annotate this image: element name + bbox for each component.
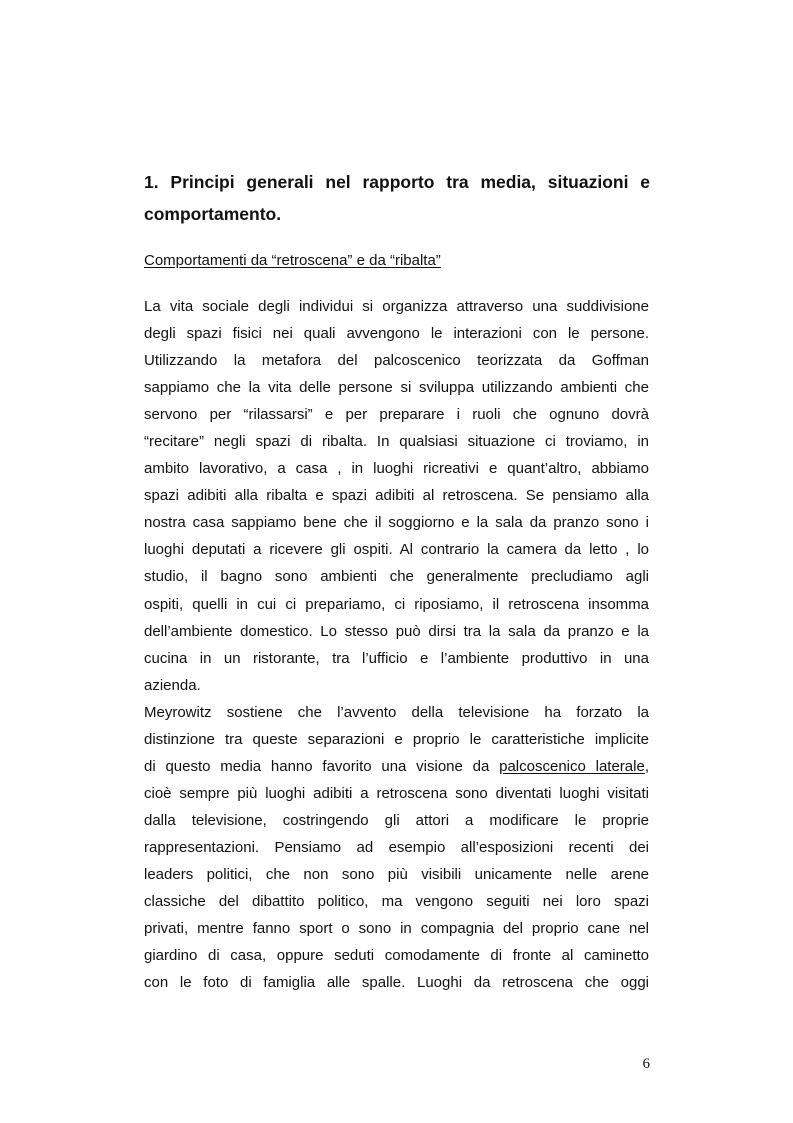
body-line: luoghi deputati a ricevere gli ospiti. Al contrario la camera da letto , lo [144, 541, 649, 559]
body-line: azienda. [144, 676, 201, 694]
body-line: ambito lavorativo, a casa , in luoghi ricreativi e quant’altro, abbiamo [144, 460, 649, 478]
body-line: sappiamo che la vita delle persone si sviluppa utilizzando ambienti che [144, 379, 649, 397]
body-line: degli spazi fisici nei quali avvengono le interazioni con le persone. [144, 325, 649, 343]
body-line: dell’ambiente domestico. Lo stesso può dirsi tra la sala da pranzo e la [144, 622, 649, 640]
body-line: con le foto di famiglia alle spalle. Luoghi da retroscena che oggi [144, 974, 649, 992]
body-line-segment: di questo media hanno favorito una visione da [144, 757, 500, 775]
page-number: 6 [642, 1056, 650, 1072]
body-line: spazi adibiti alla ribalta e spazi adibiti al retroscena. Se pensiamo alla [144, 487, 649, 505]
body-line: rappresentazioni. Pensiamo ad esempio all’esposizioni recenti dei [144, 838, 649, 856]
body-line: servono per “rilassarsi” e per preparare i ruoli che ognuno dovrà [144, 406, 649, 424]
body-paragraphs [144, 293, 649, 996]
body-line: ospiti, quelli in cui ci prepariamo, ci riposiamo, il retroscena insomma [144, 595, 649, 613]
body-line: nostra casa sappiamo bene che il soggiorno e la sala da pranzo sono i [144, 514, 649, 532]
body-line: La vita sociale degli individui si organizza attraverso una suddivisione [144, 298, 649, 315]
chapter-title-line-1: 1. Principi generali nel rapporto tra media, situazioni e [144, 172, 650, 192]
body-line: classiche del dibattito politico, ma vengono seguiti nei loro spazi [144, 893, 649, 911]
chapter-title [144, 166, 650, 230]
body-line: giardino di casa, oppure seduti comodamente di fronte al caminetto [144, 947, 649, 965]
chapter-title-line-2: comportamento. [144, 204, 282, 224]
underlined-term: palcoscenico laterale [499, 757, 645, 775]
body-line: studio, il bagno sono ambienti che generalmente precludiamo agli [144, 568, 649, 586]
body-line-with-underline [144, 753, 649, 780]
body-line: privati, mentre fanno sport o sono in compagnia del proprio cane nel [144, 920, 649, 938]
section-heading: Comportamenti da “retroscena” e da “ribalta” [144, 252, 441, 269]
body-line: cioè sempre più luoghi adibiti a retroscena sono diventati luoghi visitati [144, 784, 649, 802]
body-line: “recitare” negli spazi di ribalta. In qualsiasi situazione ci troviamo, in [144, 433, 649, 451]
body-line: distinzione tra queste separazioni e proprio le caratteristiche implicite [144, 730, 649, 748]
body-line: leaders politici, che non sono più visibili unicamente nelle arene [144, 865, 649, 883]
body-line: dalla televisione, costringendo gli attori a modificare le proprie [144, 811, 649, 829]
body-line: cucina in un ristorante, tra l’ufficio e l’ambiente produttivo in una [144, 649, 649, 667]
body-line: Utilizzando la metafora del palcoscenico teorizzata da Goffman [144, 352, 649, 370]
body-line-segment: , [644, 757, 649, 775]
body-line: Meyrowitz sostiene che l’avvento della televisione ha forzato la [144, 703, 649, 721]
